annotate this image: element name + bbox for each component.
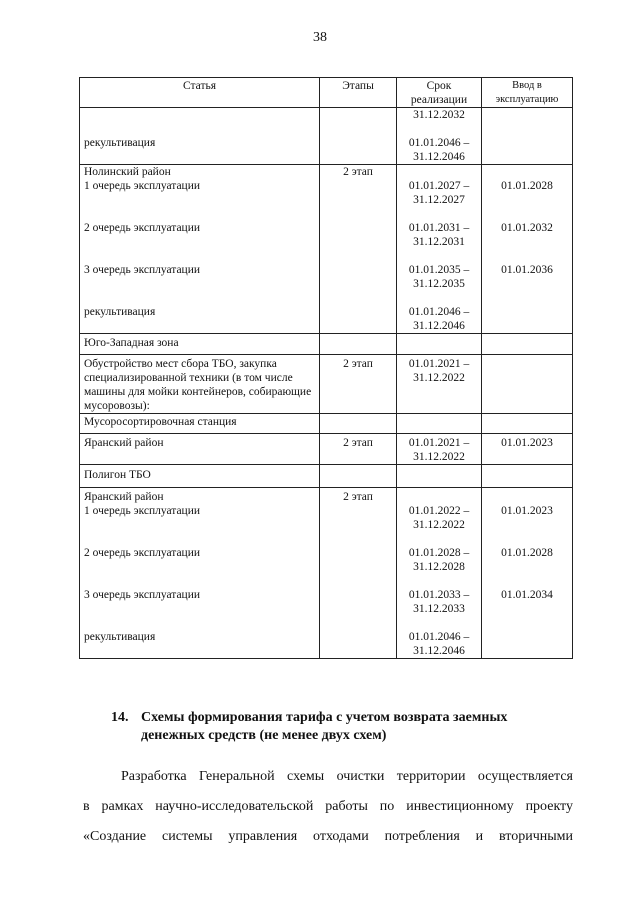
header-stages: Этапы [320,78,397,108]
table-row [80,334,573,355]
term-cell: 31.12.2032 01.01.2046 – 31.12.2046 [397,108,482,165]
term-cell: 01.01.2022 – 31.12.2022 01.01.2028 – 31.12.2028 01.01.2033 – 31.12.2033 01.01.2046 – 31.12.2046 [397,488,482,659]
commission-cell: 01.01.2028 01.01.2032 01.01.2036 [482,165,573,334]
header-commission: Ввод в эксплуатацию [482,78,573,108]
commission-cell [482,334,573,355]
term-cell [397,414,482,434]
section-heading [111,709,579,745]
commission-cell: 01.01.2023 01.01.2028 01.01.2034 [482,488,573,659]
stage-cell: 2 этап [320,434,397,465]
term-cell: 01.01.2027 – 31.12.2027 01.01.2031 – 31.12.2031 01.01.2035 – 31.12.2035 01.01.2046 – 31.12.2046 [397,165,482,334]
article-cell: Нолинский район 1 очередь эксплуатации 2 очередь эксплуатации 3 очередь эксплуатации рекультивация [80,165,320,334]
commission-cell [482,355,573,414]
article-cell: рекультивация [80,108,320,165]
paragraph-line: в рамках научно-исследовательской работы по инвестиционному проекту [83,799,573,814]
table-row [80,465,573,488]
stage-cell: 2 этап [320,488,397,659]
section-title-line1: Схемы формирования тарифа с учетом возврата заемных [141,710,508,725]
commission-cell [482,108,573,165]
paragraph-line: «Создание системы управления отходами потребления и вторичными [83,829,573,844]
table-header-row [80,78,573,108]
section-title-line2: денежных средств (не менее двух схем) [141,728,387,743]
stage-cell [320,108,397,165]
term-cell [397,334,482,355]
stage-cell [320,414,397,434]
table-row [80,108,573,165]
table-row [80,434,573,465]
article-cell: Яранский район [80,434,320,465]
term-cell [397,465,482,488]
article-cell: Полигон ТБО [80,465,320,488]
commission-cell: 01.01.2023 [482,434,573,465]
table-row [80,355,573,414]
table-row [80,414,573,434]
stage-cell: 2 этап [320,355,397,414]
paragraph-line: Разработка Генеральной схемы очистки территории осуществляется [121,769,573,784]
stage-cell: 2 этап [320,165,397,334]
term-cell: 01.01.2021 – 31.12.2022 [397,434,482,465]
stage-cell [320,334,397,355]
header-article: Статья [80,78,320,108]
header-term: Срок реализации [397,78,482,108]
page-number: 38 [313,30,327,45]
table-row [80,488,573,659]
term-cell: 01.01.2021 – 31.12.2022 [397,355,482,414]
table-row [80,165,573,334]
article-cell: Мусоросортировочная станция [80,414,320,434]
section-number: 14. [111,710,129,725]
stage-cell [320,465,397,488]
article-cell: Яранский район 1 очередь эксплуатации 2 очередь эксплуатации 3 очередь эксплуатации рекультивация [80,488,320,659]
article-cell: Обустройство мест сбора ТБО, закупка специализированной техники (в том числе машины для мойки контейнеров, собирающие мусоровозы): [80,355,320,414]
article-cell: Юго-Западная зона [80,334,320,355]
commission-cell [482,414,573,434]
commission-cell [482,465,573,488]
implementation-schedule-table [79,77,573,659]
body-paragraph [83,762,573,852]
